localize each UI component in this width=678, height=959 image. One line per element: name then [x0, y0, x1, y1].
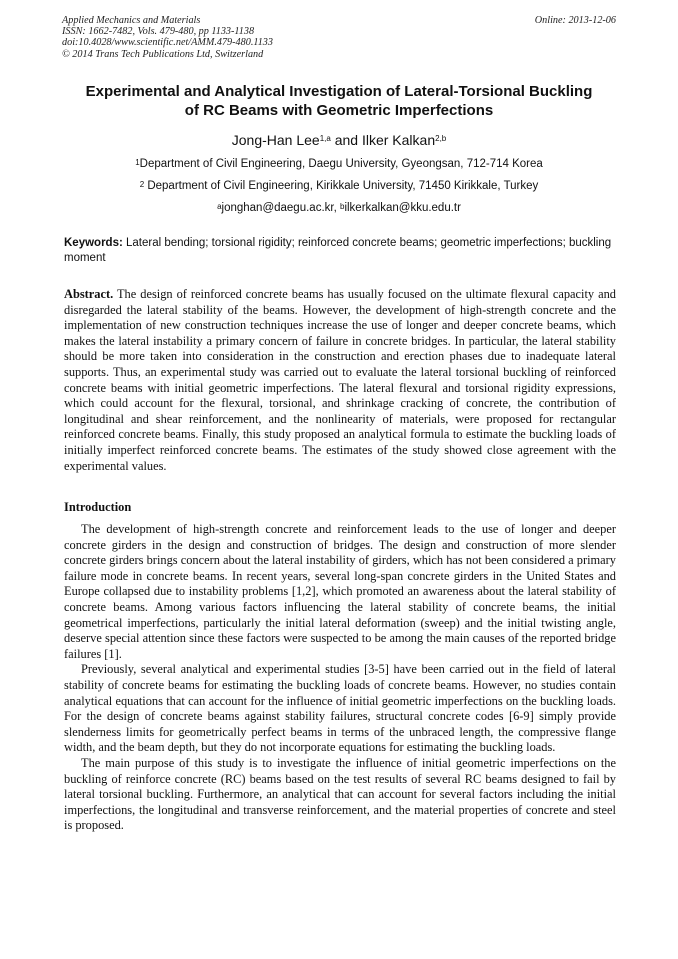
- author-2-marker: 2,b: [435, 134, 447, 143]
- email-a: jonghan@daegu.ac.kr,: [221, 202, 340, 214]
- abstract-label: Abstract.: [64, 287, 114, 301]
- journal-header: [62, 15, 616, 60]
- author-1-marker: 1,a: [319, 134, 331, 143]
- affiliation-1-marker: 1: [135, 158, 140, 167]
- title-line-1: Experimental and Analytical Investigation of Lateral-Torsional Buckling: [85, 83, 593, 100]
- affiliation-2-marker: 2: [139, 180, 145, 189]
- keywords-text: Lateral bending; torsional rigidity; reinforced concrete beams; geometric imperfections; buckling moment: [64, 237, 612, 264]
- email-b: ilkerkalkan@kku.edu.tr: [344, 202, 461, 214]
- affiliation-1: [40, 157, 638, 171]
- intro-paragraph-3: The main purpose of this study is to investigate the influence of initial geometric imperfections on the buckling of reinforce concrete (RC) beams based on the test results of several RC beams designed to fail by lateral torsional buckling. Furthermore, an analytical that can account for several factors including the initial imperfections, the longitudinal and transverse reinforcement, and the material properties of concrete and steel is proposed.: [64, 755, 616, 833]
- intro-paragraph-1: The development of high-strength concrete and reinforcement leads to the use of longer and deeper concrete girders in the design and construction of bridges. The design and construction of more slender concrete girders brings concern about the lateral instability of girders, which has not been considered a primary failure mode in concrete beams. In recent years, several long-span concrete girders in the United States and Europe collapsed due to instability problems [1,2], which promoted an awareness about the lateral stability of concrete beams. Among various factors influencing the lateral stability of concrete beams, the initial geometrical imperfections, particularly the initial lateral deformation (sweep) and the initial twisting angle, deserve special attention since these factors were suspected to be among the main causes of the reported bridge failures [1].: [64, 522, 616, 661]
- introduction-body: [64, 522, 616, 834]
- header-row-3: [62, 37, 616, 48]
- affiliation-2-text: Department of Civil Engineering, Kirikkale University, 71450 Kirikkale, Turkey: [144, 180, 539, 192]
- author-line: [40, 132, 638, 148]
- affiliation-1-text: Department of Civil Engineering, Daegu University, Gyeongsan, 712-714 Korea: [139, 158, 543, 170]
- author-1: Jong-Han Lee: [231, 132, 320, 148]
- intro-paragraph-2: Previously, several analytical and experimental studies [3-5] have been carried out in the field of lateral stability of concrete beams for estimating the buckling loads of concrete beams. However, no studies contain analytical equations that can account for the influence of initial geometric imperfections on the buckling loads. For the design of concrete beams against stability failures, structural concrete codes [6-9] simply provide slenderness limits for geometrically perfect beams in terms of the unbraced length, the compressive flange width, and the beam depth, but they do not incorporate equations for estimating the buckling loads.: [64, 662, 616, 755]
- affiliation-2: [40, 179, 638, 193]
- section-heading-introduction: Introduction: [64, 500, 132, 514]
- author-2: Ilker Kalkan: [361, 132, 436, 148]
- header-row-2: [62, 26, 616, 37]
- issn-line: ISSN: 1662-7482, Vols. 479-480, pp 1133-1138: [62, 26, 255, 38]
- email-b-marker: b: [339, 202, 345, 211]
- keywords-block: [64, 236, 616, 266]
- author-emails: [40, 201, 638, 215]
- online-date: Online: 2013-12-06: [534, 15, 616, 26]
- paper-title: [40, 82, 638, 120]
- abstract-text: The design of reinforced concrete beams has usually focused on the ultimate flexural capacity and disregarded the lateral stability of the beams. However, the development of high-strength concrete and the implementation of new construction techniques increase the use of longer and deeper concrete beams, which makes the lateral instability a primary concern of failure in concrete bridges. In particular, the lateral stability should be more taken into consideration in the construction and erection phases due to inadequate lateral supports. Thus, an experimental study was carried out to evaluate the lateral torsional buckling of reinforced concrete beams with initial geometric imperfections. The lateral flexural and torsional rigidity expressions, which could account for the flexural, torsional, and shrinkage cracking of concrete, the contribution of longitudinal and shear reinforcement, and the nonlinearity of materials, were proposed for rectangular reinforced concrete beams. Finally, this study proposed an analytical formula to estimate the buckling loads of initially imperfect reinforced concrete beams. The estimates of the study showed close agreement with the experimental values.: [64, 287, 616, 473]
- email-a-marker: a: [217, 202, 222, 211]
- journal-name: Applied Mechanics and Materials: [62, 15, 201, 26]
- copyright-line: © 2014 Trans Tech Publications Ltd, Switzerland: [62, 48, 264, 60]
- author-connector: and: [330, 132, 362, 148]
- title-line-2: of RC Beams with Geometric Imperfections: [184, 102, 494, 119]
- doi-line: doi:10.4028/www.scientific.net/AMM.479-480.1133: [62, 37, 273, 49]
- header-row-1: [62, 15, 616, 26]
- header-row-4: [62, 49, 616, 60]
- abstract-block: [64, 287, 616, 474]
- keywords-label: Keywords:: [64, 237, 123, 249]
